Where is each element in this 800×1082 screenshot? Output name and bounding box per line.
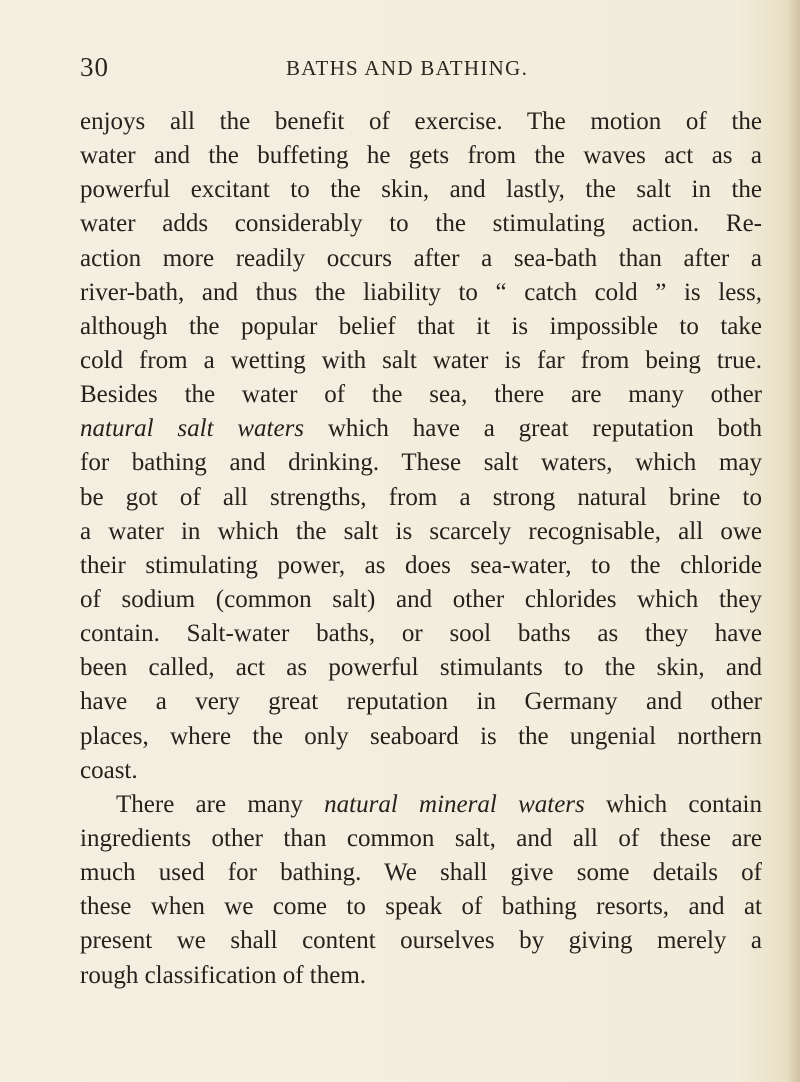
line-continuation: which contain xyxy=(584,790,762,818)
text-line: cold from a wetting with salt water is far from being true. xyxy=(80,346,762,374)
text-line: places, where the only seaboard is the ungenial northern xyxy=(80,722,762,750)
running-head: BATHS AND BATHING. xyxy=(286,56,529,80)
italic-phrase: natural salt waters xyxy=(80,415,305,443)
text-line: be got of all strengths, from a strong natural brine to xyxy=(80,483,762,511)
text-line: their stimulating power, as does sea-water, to the chloride xyxy=(80,551,762,579)
text-line: contain. Salt-water baths, or sool baths as they have xyxy=(80,620,762,648)
text-line: much used for bathing. We shall give some details of xyxy=(80,859,762,887)
text-line: a water in which the salt is scarcely recognisable, all owe xyxy=(80,517,762,545)
text-line: coast. xyxy=(80,756,138,784)
text-line: enjoys all the benefit of exercise. The motion of the xyxy=(80,108,762,135)
text-line: of sodium (common salt) and other chlorides which they xyxy=(80,585,762,613)
text-line: water adds considerably to the stimulating action. Re- xyxy=(80,210,762,238)
text-line: rough classification of them. xyxy=(80,961,367,989)
body-text xyxy=(80,105,762,993)
text-line: been called, act as powerful stimulants to the skin, and xyxy=(80,654,762,682)
text-line: for bathing and drinking. These salt waters, which may xyxy=(80,449,762,477)
line-start: There are many xyxy=(116,790,325,818)
page-header xyxy=(80,50,762,90)
text-line xyxy=(80,412,762,446)
text-line: river-bath, and thus the liability to “ catch cold ” is less, xyxy=(80,278,762,306)
text-line: Besides the water of the sea, there are many other xyxy=(80,381,762,409)
text-line: action more readily occurs after a sea-bath than after a xyxy=(80,244,762,272)
line-continuation: which have a great reputation both xyxy=(304,415,762,443)
text-line: water and the buffeting he gets from the waves act as a xyxy=(80,142,762,170)
italic-phrase: natural mineral waters xyxy=(324,790,585,818)
page-number: 30 xyxy=(80,52,109,82)
text-line: these when we come to speak of bathing resorts, and at xyxy=(80,893,762,921)
text-line: have a very great reputation in Germany and other xyxy=(80,688,762,716)
text-line: ingredients other than common salt, and all of these are xyxy=(80,824,762,852)
text-line: although the popular belief that it is impossible to take xyxy=(80,312,762,340)
text-line xyxy=(80,788,762,822)
text-line: powerful excitant to the skin, and lastly, the salt in the xyxy=(80,176,762,204)
page-edge-shadow xyxy=(788,0,800,1082)
text-line: present we shall content ourselves by giving merely a xyxy=(80,927,762,955)
